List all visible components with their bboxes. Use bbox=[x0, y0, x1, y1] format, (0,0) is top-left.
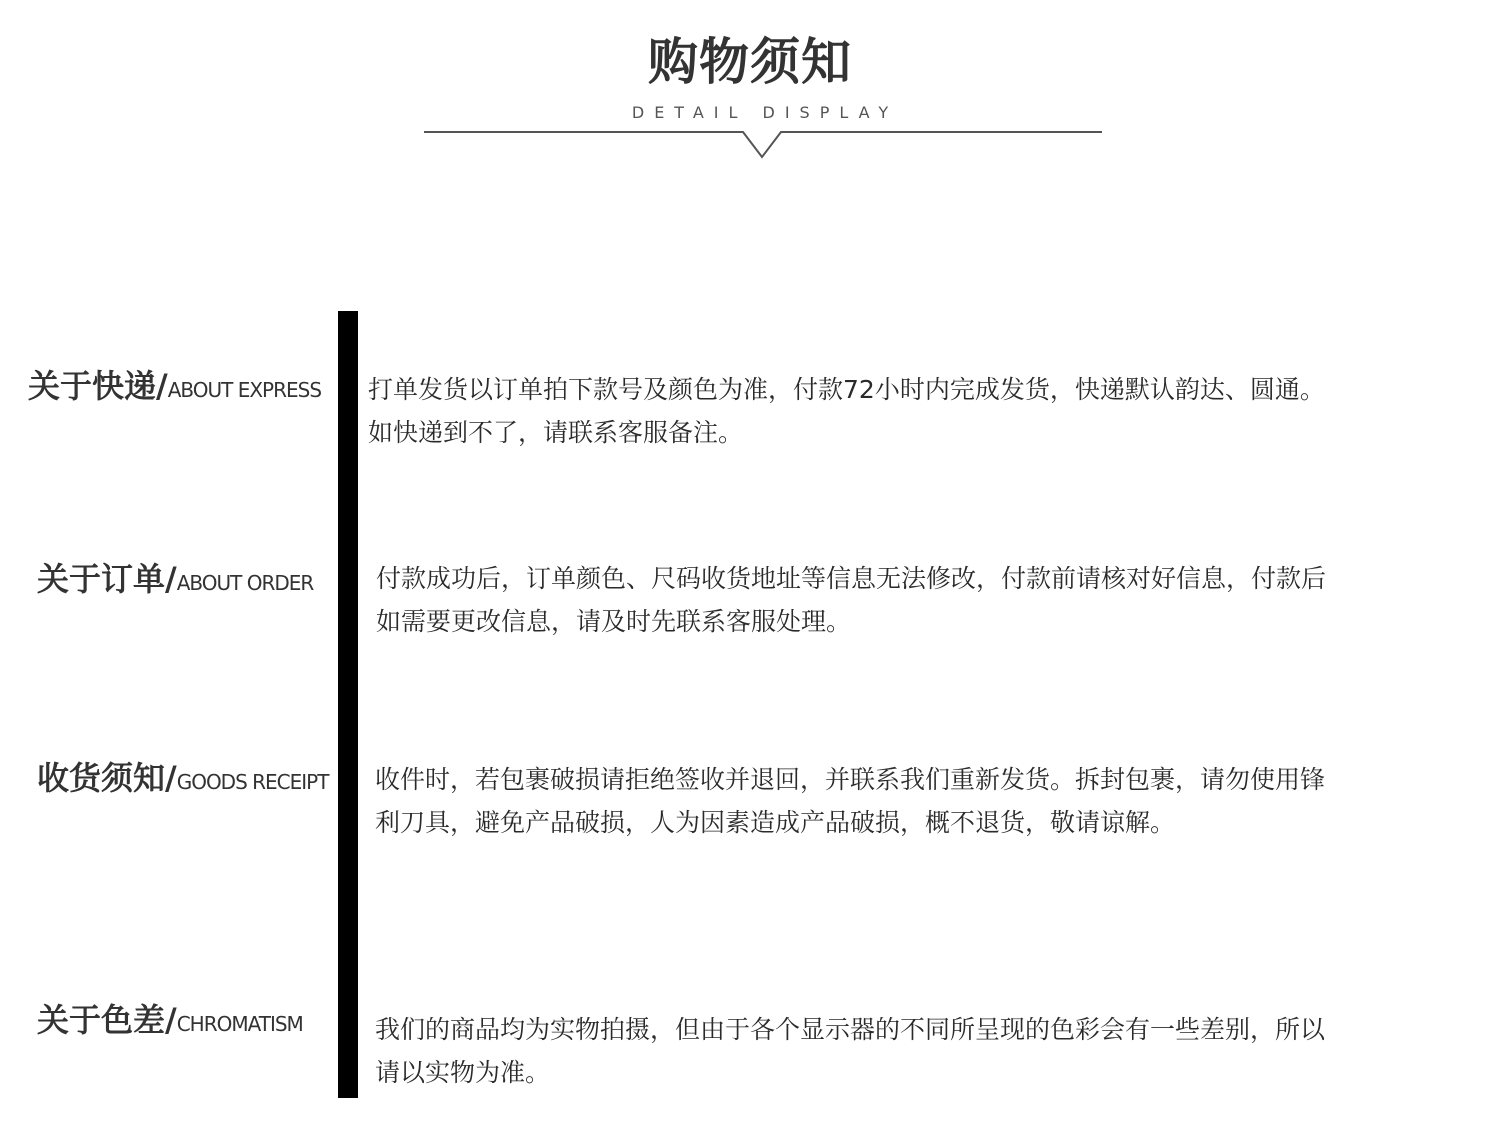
section-label-cn: 关于快递/ bbox=[28, 367, 168, 405]
section-label-express bbox=[28, 366, 321, 410]
section-text-order bbox=[376, 557, 1476, 643]
section-text-express bbox=[368, 368, 1468, 454]
section-label-cn: 关于色差/ bbox=[37, 1001, 177, 1039]
text-line: 付款成功后，订单颜色、尺码收货地址等信息无法修改，付款前请核对好信息，付款后 bbox=[376, 564, 1327, 593]
page-title: 购物须知 bbox=[648, 33, 852, 91]
header-divider bbox=[420, 122, 1110, 162]
text-line: 请以实物为准。 bbox=[375, 1058, 551, 1087]
header bbox=[0, 0, 1500, 170]
section-label-cn: 关于订单/ bbox=[37, 560, 177, 598]
section-label-en: GOODS RECEIPT bbox=[176, 770, 329, 794]
section-label-en: ABOUT EXPRESS bbox=[167, 378, 322, 402]
text-line: 收件时，若包裹破损请拒绝签收并退回，并联系我们重新发货。拆封包裹，请勿使用锋 bbox=[375, 765, 1326, 794]
section-label-chromatism bbox=[37, 1000, 303, 1044]
section-label-en: ABOUT ORDER bbox=[176, 571, 314, 595]
text-line: 打单发货以订单拍下款号及颜色为准，付款72小时内完成发货，快递默认韵达、圆通。 bbox=[368, 375, 1325, 404]
text-line: 我们的商品均为实物拍摄，但由于各个显示器的不同所呈现的色彩会有一些差别，所以 bbox=[375, 1015, 1326, 1044]
section-text-chromatism bbox=[375, 1008, 1475, 1094]
vertical-divider-bar bbox=[338, 311, 358, 1098]
text-line: 如需要更改信息，请及时先联系客服处理。 bbox=[376, 607, 852, 636]
text-line: 如快递到不了，请联系客服备注。 bbox=[368, 418, 744, 447]
section-text-goods-receipt bbox=[375, 758, 1475, 844]
page-subtitle: DETAIL DISPLAY bbox=[631, 103, 899, 122]
text-line: 利刀具，避免产品破损，人为因素造成产品破损，概不退货，敬请谅解。 bbox=[375, 808, 1176, 837]
section-label-order bbox=[37, 559, 313, 603]
section-label-goods-receipt bbox=[37, 758, 328, 802]
section-label-en: CHROMATISM bbox=[176, 1012, 303, 1036]
section-label-cn: 收货须知/ bbox=[37, 759, 177, 797]
